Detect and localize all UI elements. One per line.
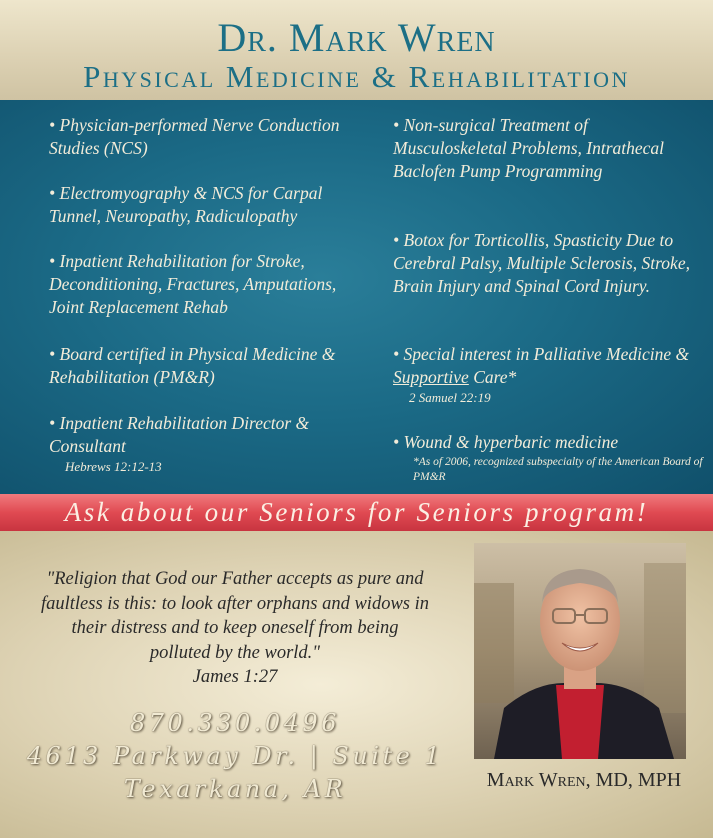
photo-caption: Mark Wren, MD, MPH <box>486 769 682 791</box>
city-state: Texarkana, AR <box>123 775 347 803</box>
service-item <box>393 229 703 298</box>
doctor-name: Dr. Mark Wren <box>217 15 496 60</box>
bottom-section <box>0 531 713 838</box>
service-text: • Botox for Torticollis, Spasticity Due to Cerebral Palsy, Multiple Sclerosis, Stroke, Brain Injury and Spinal Cord Injury. <box>393 230 690 296</box>
service-item <box>49 250 369 319</box>
service-text: • Electromyography & NCS for Carpal Tunnel, Neuropathy, Radiculopathy <box>49 183 323 226</box>
services-panel <box>0 100 713 494</box>
portrait-image <box>474 543 686 759</box>
service-item <box>393 431 703 485</box>
contact-info <box>0 707 470 806</box>
service-text: • Special interest in Palliative Medicine & <box>393 344 690 364</box>
service-text-end: Care* <box>468 367 517 387</box>
service-text: • Wound & hyperbaric medicine <box>393 432 619 452</box>
scripture-reference: Hebrews 12:12-13 <box>65 459 162 474</box>
street-address: 4613 Parkway Dr. | Suite 1 <box>26 742 444 770</box>
phone-number: 870.330.0496 <box>130 709 340 737</box>
scripture-quote <box>40 567 430 690</box>
seniors-banner <box>0 494 713 531</box>
banner-text: Ask about our Seniors for Seniors program! <box>64 497 649 527</box>
service-item <box>49 114 369 160</box>
service-text: • Board certified in Physical Medicine & Rehabilitation (PM&R) <box>49 344 336 387</box>
service-item <box>393 114 703 183</box>
quote-reference: James 1:27 <box>192 667 278 687</box>
underlined-word: Supportive <box>393 367 469 387</box>
service-item <box>49 412 369 475</box>
service-text: • Non-surgical Treatment of Musculoskeletal Problems, Intrathecal Baclofen Pump Programming <box>393 115 665 181</box>
quote-text: "Religion that God our Father accepts as pure and faultless is this: to look after orphans and widows in their distress and to keep oneself from being polluted by the world." <box>40 569 429 663</box>
specialty-title: Physical Medicine & Rehabilitation <box>83 59 630 94</box>
doctor-photo <box>474 543 686 759</box>
service-text: • Physician-performed Nerve Conduction Studies (NCS) <box>49 115 340 158</box>
service-text: • Inpatient Rehabilitation Director & Consultant <box>49 413 310 456</box>
header <box>0 0 713 100</box>
service-item <box>49 182 369 228</box>
scripture-reference: 2 Samuel 22:19 <box>409 390 491 405</box>
footnote: *As of 2006, recognized subspecialty of the American Board of PM&R <box>413 456 703 483</box>
service-item <box>393 343 703 406</box>
service-text: • Inpatient Rehabilitation for Stroke, Deconditioning, Fractures, Amputations, Joint Replacement Rehab <box>49 251 337 317</box>
service-item <box>49 343 369 389</box>
